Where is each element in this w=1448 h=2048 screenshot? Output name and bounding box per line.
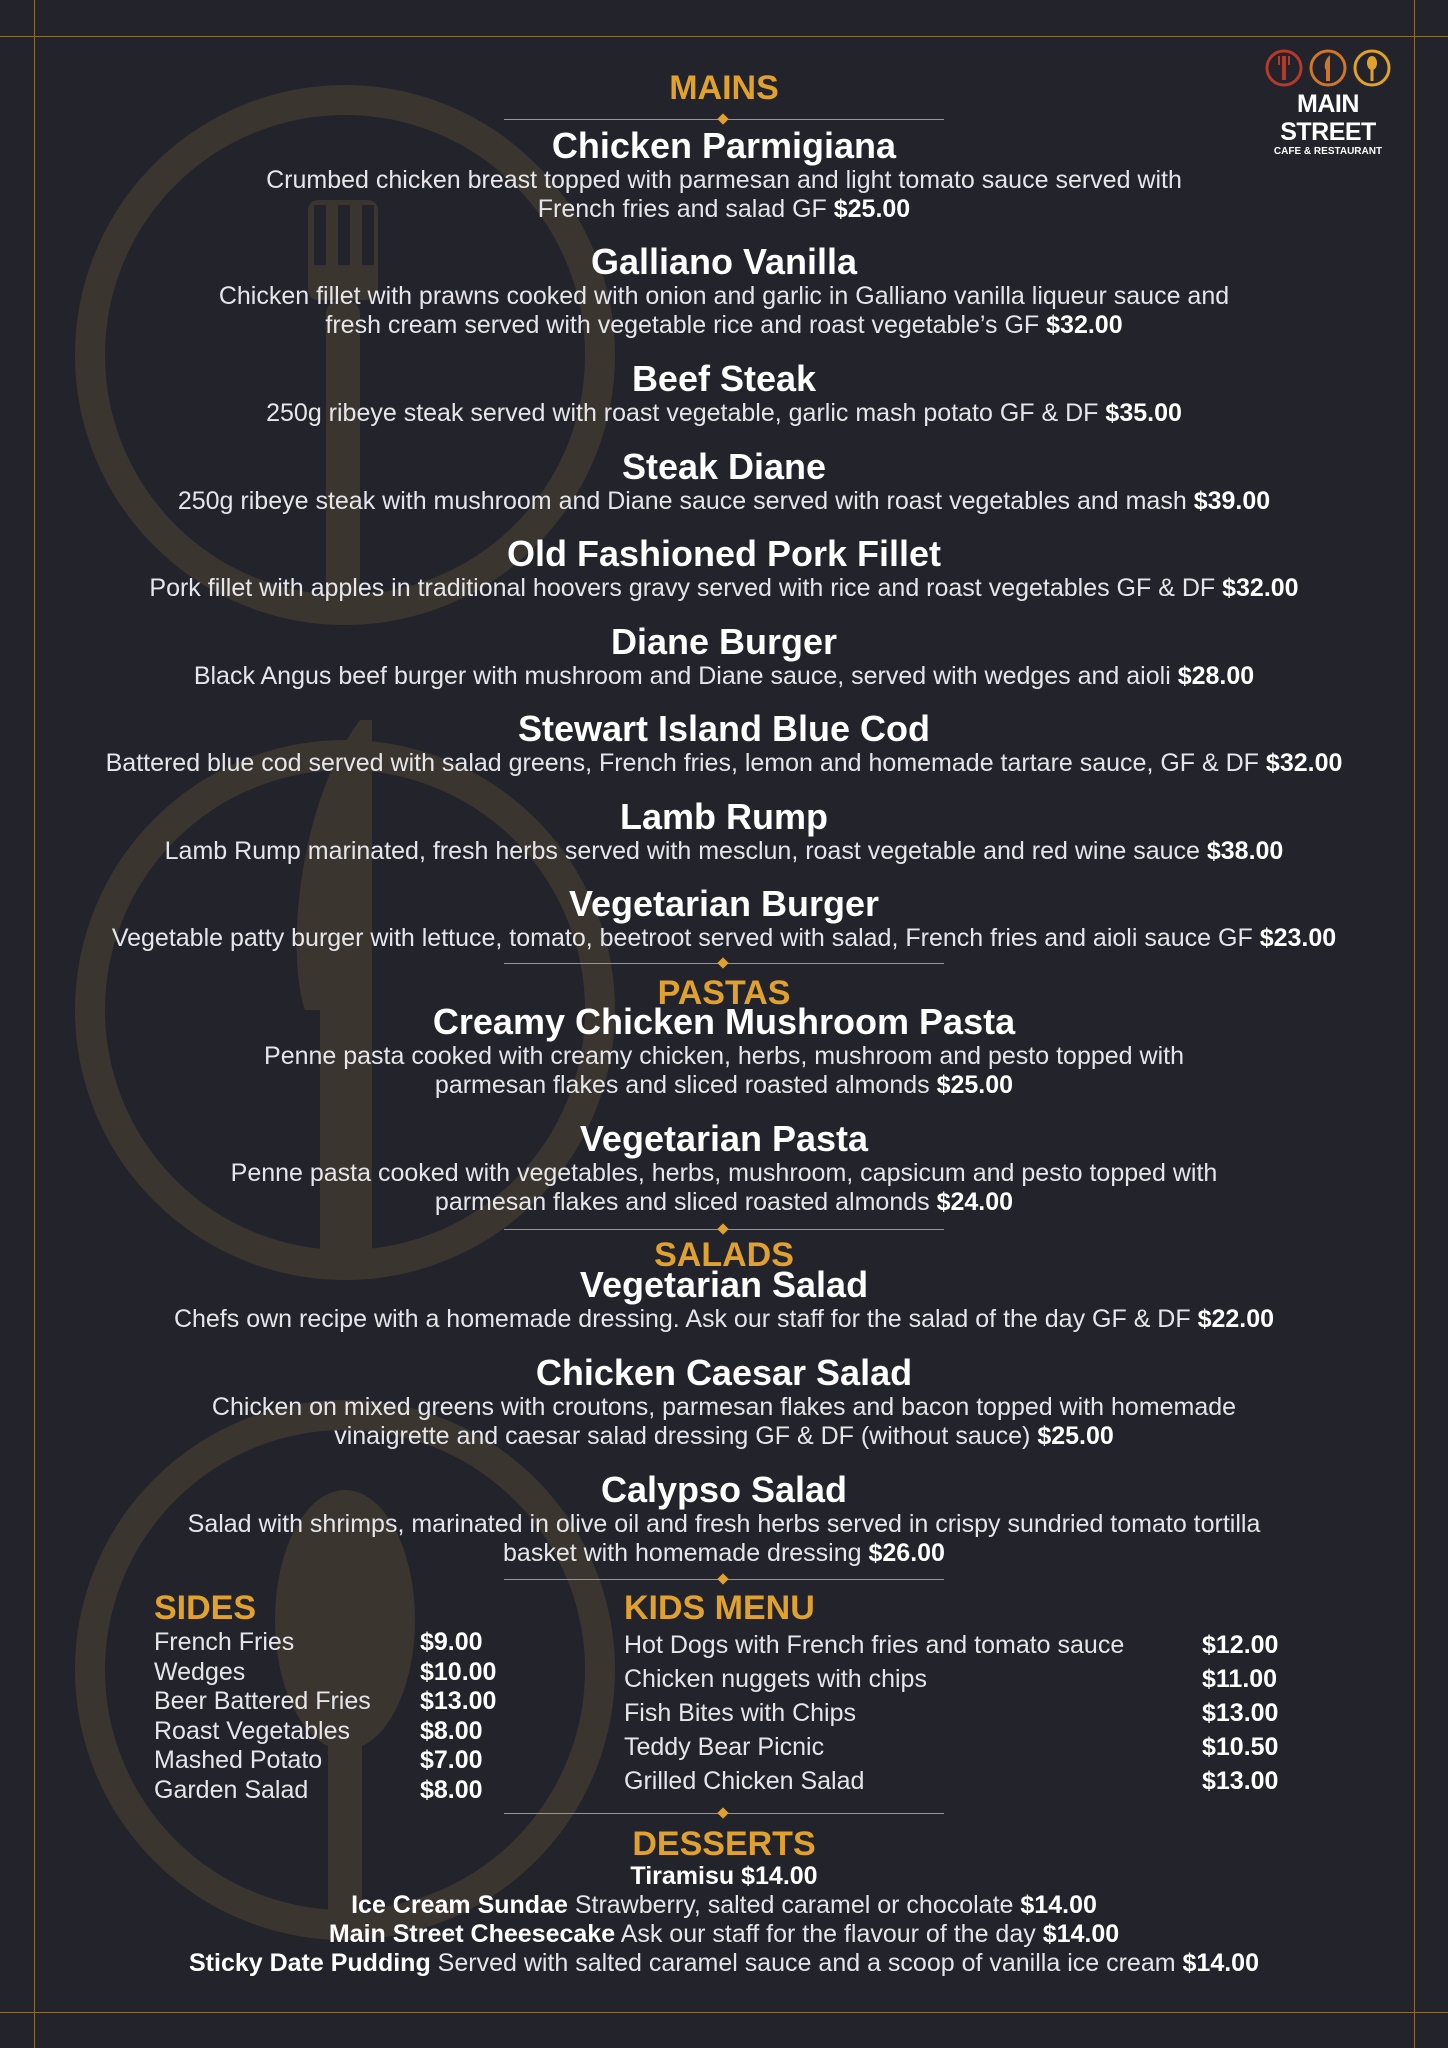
pastas-title: PASTAS <box>657 974 791 1012</box>
item-price: $25.00 <box>936 1071 1014 1099</box>
mains-title: MAINS <box>669 69 779 107</box>
item-description: Black Angus beef burger with mushroom and Diane sauce, served with wedges and aioli $28.00 <box>193 662 1255 690</box>
item-price: $11.00 <box>1202 1665 1278 1693</box>
dessert-item <box>0 1949 1448 1978</box>
item-description: Penne pasta cooked with vegetables, herbs, mushroom, capsicum and pesto topped with parmesan flakes and sliced roasted almonds $24.00 <box>230 1159 1218 1216</box>
item-name: Main Street Cheesecake <box>328 1920 616 1948</box>
dessert-item <box>0 1920 1448 1949</box>
section-divider <box>504 1574 944 1586</box>
item-description: Salad with shrimps, marinated in olive oil and fresh herbs served in crispy sundried tomato tortilla basket with homemade dressing $26.00 <box>187 1510 1261 1567</box>
menu-item-galliano-vanilla <box>0 242 1448 340</box>
menu-item-chicken-parmigiana <box>0 126 1448 224</box>
item-price: $32.00 <box>1265 749 1343 777</box>
item-name: Creamy Chicken Mushroom Pasta <box>432 1001 1016 1042</box>
list-item: Mashed Potato $7.00 <box>154 1746 483 1774</box>
item-price: $8.00 <box>420 1716 483 1745</box>
item-name: Vegetarian Pasta <box>579 1118 869 1159</box>
menu-item-vegetarian-pasta <box>0 1119 1448 1217</box>
item-description: 250g ribeye steak served with roast vegetable, garlic mash potato GF & DF $35.00 <box>266 399 1182 427</box>
menu-item-calypso-salad <box>0 1470 1448 1568</box>
item-price: $35.00 <box>1105 399 1182 427</box>
item-name: Old Fashioned Pork Fillet <box>506 533 942 574</box>
item-description: Served with salted caramel sauce and a scoop of vanilla ice cream <box>437 1949 1176 1977</box>
item-name: Ice Cream Sundae <box>351 1891 568 1919</box>
item-description: Penne pasta cooked with creamy chicken, herbs, mushroom and pesto topped with parmesan flakes and sliced roasted almonds $25.00 <box>264 1042 1184 1099</box>
item-description: Chefs own recipe with a homemade dressing. Ask our staff for the salad of the day GF & DF $22.00 <box>173 1305 1275 1333</box>
sides-section <box>154 1588 554 1805</box>
list-item: Garden Salad $8.00 <box>154 1775 483 1804</box>
section-divider <box>504 1808 944 1820</box>
item-description: Chicken on mixed greens with croutons, parmesan flakes and bacon topped with homemade vinaigrette and caesar salad dressing GF & DF (without sauce) $25.00 <box>211 1393 1237 1450</box>
list-item: Hot Dogs with French fries and tomato sauce $12.00 <box>624 1628 1324 1662</box>
dessert-item <box>0 1862 1448 1891</box>
list-item: French Fries $9.00 <box>154 1628 483 1656</box>
logo-subtitle: CAFE & RESTAURANT <box>1273 146 1383 157</box>
item-name: Sticky Date Pudding <box>189 1949 431 1977</box>
item-description: Chicken fillet with prawns cooked with onion and garlic in Galliano vanilla liqueur sauce and fresh cream served with vegetable rice and roast vegetable’s GF $32.00 <box>218 282 1230 339</box>
item-price: $13.00 <box>1202 1767 1279 1795</box>
item-description: Lamb Rump marinated, fresh herbs served with mesclun, roast vegetable and red wine sauce $38.00 <box>164 837 1284 865</box>
item-name: Vegetarian Salad <box>579 1264 869 1305</box>
item-price: $23.00 <box>1259 924 1337 952</box>
menu-item-diane-burger <box>0 622 1448 691</box>
menu-item-steak-diane <box>0 447 1448 516</box>
item-price: $25.00 <box>833 195 911 223</box>
item-description: Pork fillet with apples in traditional hoovers gravy served with rice and roast vegetables GF & DF $32.00 <box>149 574 1299 602</box>
item-price: $14.00 <box>1042 1920 1120 1948</box>
menu-item-old-fashioned-pork-fillet <box>0 534 1448 603</box>
section-divider <box>504 958 944 970</box>
list-item: Grilled Chicken Salad $13.00 <box>624 1764 1324 1798</box>
item-price: $13.00 <box>420 1687 497 1715</box>
item-name: Tiramisu <box>630 1862 735 1890</box>
item-name: Lamb Rump <box>619 796 828 837</box>
item-price: $12.00 <box>1202 1631 1279 1659</box>
item-description: Strawberry, salted caramel or chocolate <box>574 1891 1014 1919</box>
list-item: Fish Bites with Chips $13.00 <box>624 1696 1324 1730</box>
item-price: $7.00 <box>420 1746 483 1774</box>
menu-item-beef-steak <box>0 359 1448 428</box>
item-name: Chicken Parmigiana <box>551 125 897 166</box>
item-price: $39.00 <box>1193 487 1271 515</box>
list-item: Teddy Bear Picnic $10.50 <box>624 1730 1324 1764</box>
item-description: Battered blue cod served with salad greens, French fries, lemon and homemade tartare sauce, GF & DF $32.00 <box>105 749 1343 777</box>
section-divider <box>504 1224 944 1236</box>
item-name: Steak Diane <box>621 446 827 487</box>
item-price: $28.00 <box>1177 662 1255 690</box>
item-description: Crumbed chicken breast topped with parmesan and light tomato sauce served with French fries and salad GF $25.00 <box>266 166 1182 223</box>
item-price: $22.00 <box>1197 1305 1275 1333</box>
item-name: Beef Steak <box>631 358 817 399</box>
item-name: Calypso Salad <box>600 1469 848 1510</box>
item-name: Diane Burger <box>610 621 838 662</box>
item-name: Chicken Caesar Salad <box>535 1352 913 1393</box>
menu-item-chicken-caesar-salad <box>0 1353 1448 1451</box>
item-price: $8.00 <box>420 1775 483 1804</box>
item-name: Galliano Vanilla <box>590 241 858 282</box>
logo-name: MAIN STREET <box>1280 90 1376 146</box>
menu-item-creamy-chicken-mushroom-pasta <box>0 1002 1448 1100</box>
item-price: $26.00 <box>868 1539 945 1567</box>
item-name: Stewart Island Blue Cod <box>517 708 931 749</box>
list-item: Wedges $10.00 <box>154 1657 497 1686</box>
item-price: $14.00 <box>1182 1949 1259 1977</box>
item-price: $14.00 <box>741 1862 818 1890</box>
list-item: Roast Vegetables $8.00 <box>154 1716 483 1745</box>
menu-item-vegetarian-burger <box>0 884 1448 953</box>
item-description: Ask our staff for the flavour of the day <box>620 1920 1036 1948</box>
kids-menu-title: KIDS MENU <box>624 1589 815 1627</box>
desserts-title: DESSERTS <box>632 1825 816 1863</box>
sides-title: SIDES <box>154 1589 257 1627</box>
dessert-item <box>0 1891 1448 1920</box>
menu-item-lamb-rump <box>0 797 1448 866</box>
item-name: Vegetarian Burger <box>568 883 880 924</box>
item-description: Vegetable patty burger with lettuce, tomato, beetroot served with salad, French fries and aioli sauce GF $23.00 <box>111 924 1337 952</box>
item-price: $10.50 <box>1202 1733 1279 1761</box>
item-price: $25.00 <box>1037 1422 1114 1450</box>
item-price: $13.00 <box>1202 1699 1279 1727</box>
item-price: $9.00 <box>420 1628 483 1656</box>
item-price: $32.00 <box>1222 574 1299 602</box>
item-price: $24.00 <box>936 1188 1014 1216</box>
item-price: $10.00 <box>420 1657 497 1686</box>
item-description: 250g ribeye steak with mushroom and Diane sauce served with roast vegetables and mash $39.00 <box>177 487 1271 515</box>
item-price: $14.00 <box>1020 1891 1097 1919</box>
item-price: $32.00 <box>1046 311 1123 339</box>
item-price: $38.00 <box>1206 837 1284 865</box>
list-item: Beer Battered Fries $13.00 <box>154 1687 497 1715</box>
menu-item-vegetarian-salad <box>0 1265 1448 1334</box>
list-item: Chicken nuggets with chips $11.00 <box>624 1662 1324 1696</box>
menu-item-stewart-island-blue-cod <box>0 709 1448 778</box>
salads-title: SALADS <box>654 1236 794 1274</box>
kids-menu-section <box>624 1588 1324 1798</box>
